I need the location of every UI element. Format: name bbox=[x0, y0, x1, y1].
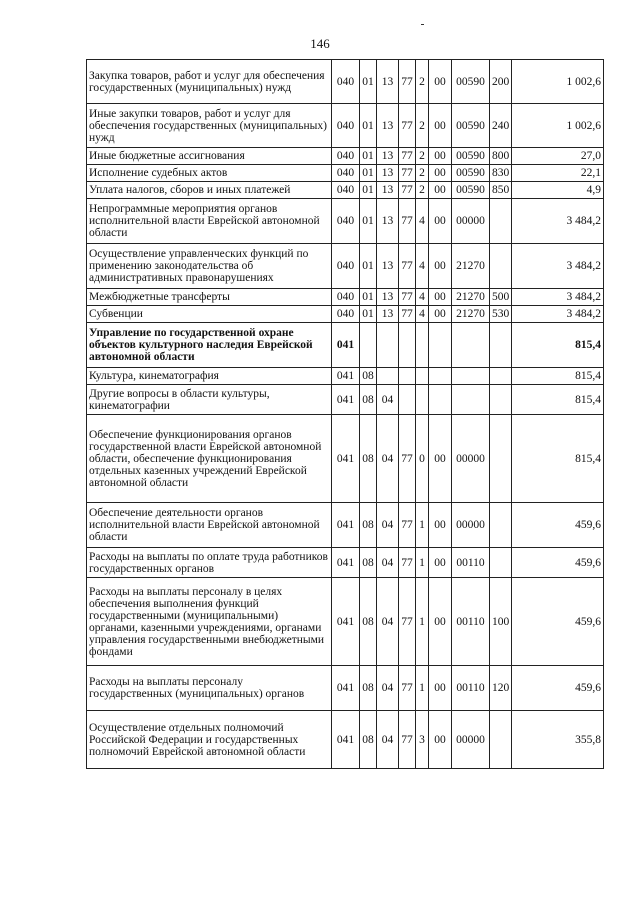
item-name: Культура, кинематография bbox=[87, 368, 332, 385]
direction-code: 00110 bbox=[452, 548, 490, 578]
direction-code: 00000 bbox=[452, 199, 490, 244]
section-code: 08 bbox=[360, 666, 377, 711]
expense-type-code: 530 bbox=[490, 306, 512, 323]
event-code: 00 bbox=[429, 666, 452, 711]
subsection-code: 13 bbox=[377, 60, 399, 104]
subsection-code: 13 bbox=[377, 199, 399, 244]
page-number: 146 bbox=[310, 36, 330, 51]
section-code: 08 bbox=[360, 711, 377, 769]
direction-code: 00000 bbox=[452, 415, 490, 503]
subsection-code bbox=[377, 323, 399, 368]
expense-type-code bbox=[490, 548, 512, 578]
item-name: Обеспечение функционирования органов государственной власти Еврейской автономной области, обеспечение функционирования отдельных казенных учреждений Еврейской автономной области bbox=[87, 415, 332, 503]
direction-code bbox=[452, 368, 490, 385]
subsection-code: 13 bbox=[377, 104, 399, 148]
subprogram-code: 4 bbox=[416, 289, 429, 306]
section-code: 01 bbox=[360, 182, 377, 199]
direction-code: 21270 bbox=[452, 289, 490, 306]
table-row bbox=[87, 199, 604, 244]
expense-type-code: 200 bbox=[490, 60, 512, 104]
direction-code bbox=[452, 323, 490, 368]
event-code: 00 bbox=[429, 503, 452, 548]
item-name: Непрограммные мероприятия органов исполнительной власти Еврейской автономной области bbox=[87, 199, 332, 244]
subprogram-code: 1 bbox=[416, 548, 429, 578]
expense-type-code bbox=[490, 368, 512, 385]
event-code: 00 bbox=[429, 711, 452, 769]
event-code: 00 bbox=[429, 199, 452, 244]
admin-code: 041 bbox=[332, 415, 360, 503]
item-name: Осуществление управленческих функций по применению законодательства об административных правонарушениях bbox=[87, 244, 332, 289]
program-code: 77 bbox=[399, 503, 416, 548]
subsection-code: 13 bbox=[377, 244, 399, 289]
table-row bbox=[87, 711, 604, 769]
event-code: 00 bbox=[429, 165, 452, 182]
subprogram-code: 4 bbox=[416, 199, 429, 244]
subsection-code: 04 bbox=[377, 578, 399, 666]
table-row bbox=[87, 60, 604, 104]
admin-code: 041 bbox=[332, 503, 360, 548]
direction-code: 00000 bbox=[452, 711, 490, 769]
page-mark bbox=[421, 24, 424, 25]
direction-code: 00590 bbox=[452, 165, 490, 182]
expense-type-code bbox=[490, 244, 512, 289]
subsection-code: 13 bbox=[377, 165, 399, 182]
budget-table-body bbox=[87, 60, 604, 769]
admin-code: 041 bbox=[332, 323, 360, 368]
subprogram-code bbox=[416, 385, 429, 415]
expense-type-code bbox=[490, 503, 512, 548]
subprogram-code: 4 bbox=[416, 306, 429, 323]
subprogram-code bbox=[416, 323, 429, 368]
expense-type-code bbox=[490, 199, 512, 244]
table-row bbox=[87, 385, 604, 415]
event-code: 00 bbox=[429, 104, 452, 148]
section-code: 01 bbox=[360, 244, 377, 289]
subsection-code: 04 bbox=[377, 503, 399, 548]
admin-code: 040 bbox=[332, 104, 360, 148]
program-code: 77 bbox=[399, 711, 416, 769]
event-code bbox=[429, 368, 452, 385]
section-code: 08 bbox=[360, 368, 377, 385]
amount: 459,6 bbox=[512, 666, 604, 711]
table-row bbox=[87, 289, 604, 306]
direction-code: 00590 bbox=[452, 182, 490, 199]
expense-type-code: 240 bbox=[490, 104, 512, 148]
amount: 3 484,2 bbox=[512, 289, 604, 306]
section-code: 01 bbox=[360, 60, 377, 104]
section-code: 08 bbox=[360, 578, 377, 666]
section-code: 08 bbox=[360, 548, 377, 578]
program-code: 77 bbox=[399, 244, 416, 289]
program-code: 77 bbox=[399, 415, 416, 503]
expense-type-code bbox=[490, 323, 512, 368]
direction-code: 00000 bbox=[452, 503, 490, 548]
direction-code bbox=[452, 385, 490, 415]
item-name: Исполнение судебных актов bbox=[87, 165, 332, 182]
section-code: 01 bbox=[360, 165, 377, 182]
expense-type-code bbox=[490, 385, 512, 415]
expense-type-code: 100 bbox=[490, 578, 512, 666]
program-code: 77 bbox=[399, 666, 416, 711]
table-row bbox=[87, 148, 604, 165]
expense-type-code bbox=[490, 415, 512, 503]
subprogram-code: 1 bbox=[416, 666, 429, 711]
subsection-code: 04 bbox=[377, 548, 399, 578]
section-code: 01 bbox=[360, 289, 377, 306]
expense-type-code: 850 bbox=[490, 182, 512, 199]
amount: 459,6 bbox=[512, 503, 604, 548]
subprogram-code: 2 bbox=[416, 60, 429, 104]
admin-code: 040 bbox=[332, 306, 360, 323]
program-code: 77 bbox=[399, 289, 416, 306]
expense-type-code: 800 bbox=[490, 148, 512, 165]
amount: 815,4 bbox=[512, 385, 604, 415]
table-row bbox=[87, 415, 604, 503]
amount: 1 002,6 bbox=[512, 60, 604, 104]
direction-code: 00590 bbox=[452, 104, 490, 148]
subprogram-code bbox=[416, 368, 429, 385]
subprogram-code: 4 bbox=[416, 244, 429, 289]
event-code: 00 bbox=[429, 182, 452, 199]
admin-code: 041 bbox=[332, 666, 360, 711]
admin-code: 040 bbox=[332, 148, 360, 165]
table-row bbox=[87, 323, 604, 368]
admin-code: 040 bbox=[332, 289, 360, 306]
subsection-code: 13 bbox=[377, 289, 399, 306]
amount: 815,4 bbox=[512, 368, 604, 385]
subsection-code: 04 bbox=[377, 711, 399, 769]
direction-code: 00590 bbox=[452, 60, 490, 104]
program-code: 77 bbox=[399, 182, 416, 199]
item-name: Расходы на выплаты по оплате труда работников государственных органов bbox=[87, 548, 332, 578]
section-code: 08 bbox=[360, 503, 377, 548]
subprogram-code: 2 bbox=[416, 104, 429, 148]
section-code: 08 bbox=[360, 385, 377, 415]
amount: 4,9 bbox=[512, 182, 604, 199]
event-code: 00 bbox=[429, 244, 452, 289]
item-name: Уплата налогов, сборов и иных платежей bbox=[87, 182, 332, 199]
direction-code: 00110 bbox=[452, 666, 490, 711]
amount: 3 484,2 bbox=[512, 199, 604, 244]
subprogram-code: 2 bbox=[416, 182, 429, 199]
table-row bbox=[87, 104, 604, 148]
admin-code: 041 bbox=[332, 578, 360, 666]
section-code: 01 bbox=[360, 104, 377, 148]
subprogram-code: 1 bbox=[416, 578, 429, 666]
expense-type-code: 830 bbox=[490, 165, 512, 182]
table-row bbox=[87, 368, 604, 385]
subsection-code: 13 bbox=[377, 148, 399, 165]
amount: 459,6 bbox=[512, 548, 604, 578]
amount: 459,6 bbox=[512, 578, 604, 666]
subsection-code: 13 bbox=[377, 182, 399, 199]
expense-type-code: 120 bbox=[490, 666, 512, 711]
table-row bbox=[87, 548, 604, 578]
item-name: Иные бюджетные ассигнования bbox=[87, 148, 332, 165]
program-code: 77 bbox=[399, 578, 416, 666]
budget-table bbox=[86, 59, 604, 769]
item-name: Управление по государственной охране объектов культурного наследия Еврейской автономной области bbox=[87, 323, 332, 368]
program-code: 77 bbox=[399, 306, 416, 323]
program-code: 77 bbox=[399, 199, 416, 244]
expense-type-code: 500 bbox=[490, 289, 512, 306]
amount: 1 002,6 bbox=[512, 104, 604, 148]
table-row bbox=[87, 503, 604, 548]
direction-code: 00110 bbox=[452, 578, 490, 666]
amount: 815,4 bbox=[512, 415, 604, 503]
program-code: 77 bbox=[399, 104, 416, 148]
expense-type-code bbox=[490, 711, 512, 769]
subprogram-code: 0 bbox=[416, 415, 429, 503]
amount: 3 484,2 bbox=[512, 244, 604, 289]
admin-code: 040 bbox=[332, 165, 360, 182]
table-row bbox=[87, 666, 604, 711]
amount: 815,4 bbox=[512, 323, 604, 368]
event-code: 00 bbox=[429, 289, 452, 306]
item-name: Другие вопросы в области культуры, кинематографии bbox=[87, 385, 332, 415]
amount: 355,8 bbox=[512, 711, 604, 769]
table-row bbox=[87, 165, 604, 182]
program-code bbox=[399, 385, 416, 415]
event-code: 00 bbox=[429, 306, 452, 323]
program-code: 77 bbox=[399, 548, 416, 578]
event-code: 00 bbox=[429, 148, 452, 165]
event-code bbox=[429, 323, 452, 368]
table-row bbox=[87, 578, 604, 666]
direction-code: 21270 bbox=[452, 306, 490, 323]
amount: 3 484,2 bbox=[512, 306, 604, 323]
program-code: 77 bbox=[399, 60, 416, 104]
admin-code: 040 bbox=[332, 244, 360, 289]
table-row bbox=[87, 182, 604, 199]
program-code: 77 bbox=[399, 165, 416, 182]
program-code: 77 bbox=[399, 148, 416, 165]
program-code bbox=[399, 323, 416, 368]
admin-code: 040 bbox=[332, 182, 360, 199]
table-row bbox=[87, 244, 604, 289]
subprogram-code: 3 bbox=[416, 711, 429, 769]
event-code: 00 bbox=[429, 578, 452, 666]
admin-code: 040 bbox=[332, 60, 360, 104]
direction-code: 00590 bbox=[452, 148, 490, 165]
admin-code: 040 bbox=[332, 199, 360, 244]
item-name: Межбюджетные трансферты bbox=[87, 289, 332, 306]
section-code: 01 bbox=[360, 148, 377, 165]
item-name: Обеспечение деятельности органов исполнительной власти Еврейской автономной области bbox=[87, 503, 332, 548]
admin-code: 041 bbox=[332, 368, 360, 385]
event-code: 00 bbox=[429, 60, 452, 104]
item-name: Расходы на выплаты персоналу государственных (муниципальных) органов bbox=[87, 666, 332, 711]
item-name: Расходы на выплаты персоналу в целях обеспечения выполнения функций государственными (муниципальными) органами, казенными учреждениями, органами управления государственными внебюджетными фондами bbox=[87, 578, 332, 666]
item-name: Иные закупки товаров, работ и услуг для обеспечения государственных (муниципальных) нужд bbox=[87, 104, 332, 148]
amount: 27,0 bbox=[512, 148, 604, 165]
admin-code: 041 bbox=[332, 385, 360, 415]
event-code: 00 bbox=[429, 548, 452, 578]
subsection-code: 04 bbox=[377, 415, 399, 503]
subprogram-code: 2 bbox=[416, 148, 429, 165]
admin-code: 041 bbox=[332, 548, 360, 578]
direction-code: 21270 bbox=[452, 244, 490, 289]
subprogram-code: 1 bbox=[416, 503, 429, 548]
section-code: 08 bbox=[360, 415, 377, 503]
item-name: Субвенции bbox=[87, 306, 332, 323]
item-name: Закупка товаров, работ и услуг для обеспечения государственных (муниципальных) нужд bbox=[87, 60, 332, 104]
item-name: Осуществление отдельных полномочий Российской Федерации и государственных полномочий Еврейской автономной области bbox=[87, 711, 332, 769]
event-code bbox=[429, 385, 452, 415]
amount: 22,1 bbox=[512, 165, 604, 182]
subsection-code: 04 bbox=[377, 385, 399, 415]
section-code: 01 bbox=[360, 306, 377, 323]
section-code: 01 bbox=[360, 199, 377, 244]
subsection-code: 13 bbox=[377, 306, 399, 323]
program-code bbox=[399, 368, 416, 385]
event-code: 00 bbox=[429, 415, 452, 503]
section-code bbox=[360, 323, 377, 368]
table-row bbox=[87, 306, 604, 323]
subprogram-code: 2 bbox=[416, 165, 429, 182]
subsection-code bbox=[377, 368, 399, 385]
admin-code: 041 bbox=[332, 711, 360, 769]
subsection-code: 04 bbox=[377, 666, 399, 711]
